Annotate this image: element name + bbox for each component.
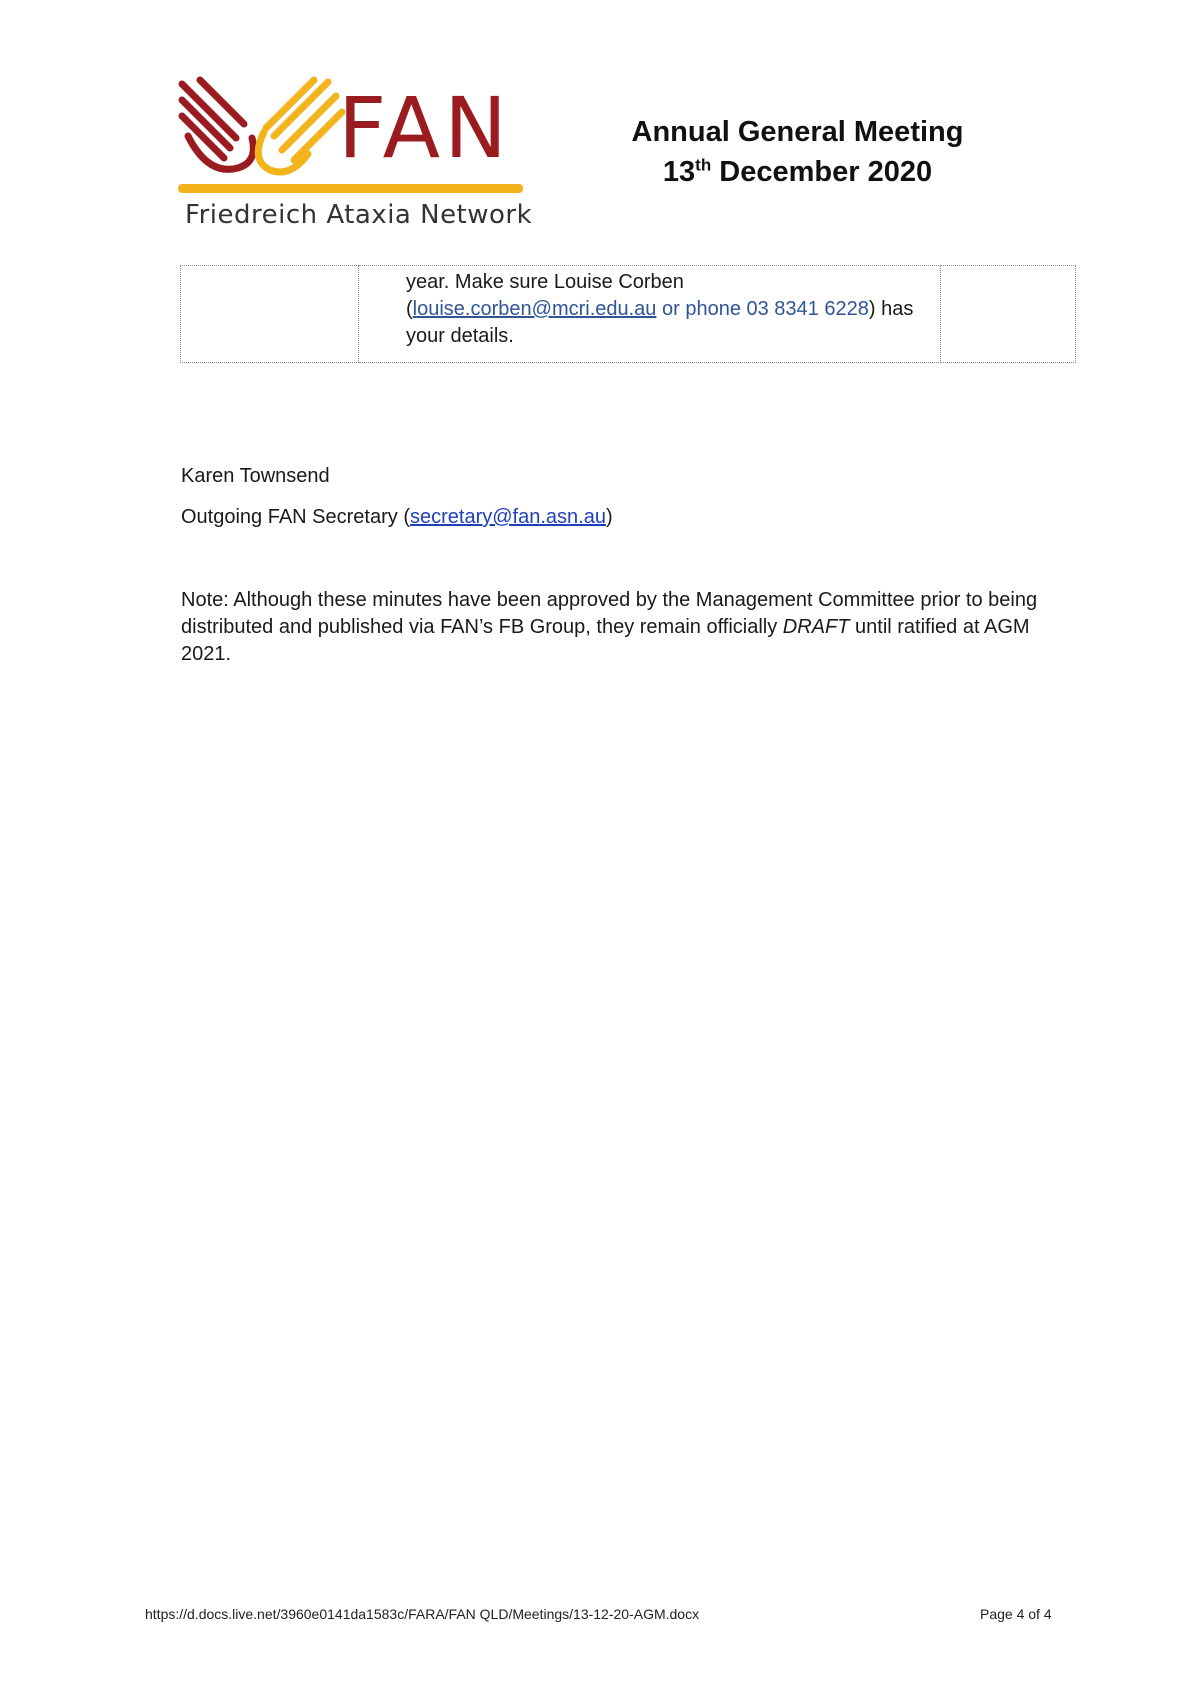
open-paren: ( [406, 298, 413, 320]
title-line-1: Annual General Meeting [631, 116, 964, 148]
title-day-suffix: th [695, 155, 712, 175]
role-suffix: ) [605, 506, 613, 528]
table-cell-details [359, 266, 941, 363]
logo-underline [178, 184, 523, 193]
secretary-email-link[interactable]: secretary@fan.asn.au [409, 506, 606, 528]
details-line-2 [406, 296, 920, 323]
table-cell-action [941, 266, 1076, 363]
footer-page-number: Page 4 of 4 [980, 1606, 1052, 1622]
details-line-1: year. Make sure Louise Corben [406, 271, 684, 293]
signature-name: Karen Townsend [181, 465, 330, 487]
minutes-table-fragment [180, 265, 1076, 363]
title-month-year: December 2020 [719, 156, 933, 188]
note-part-2: until ratified at AGM 2021. [181, 616, 1030, 665]
logo-subtitle: Friedreich Ataxia Network [185, 200, 533, 230]
signature-role [181, 504, 613, 531]
note-draft-word: DRAFT [782, 616, 850, 638]
role-prefix: Outgoing FAN Secretary ( [181, 506, 410, 528]
details-line-3: your details. [406, 325, 514, 347]
close-text: ) has [868, 298, 914, 320]
louise-email-link[interactable]: louise.corben@mcri.edu.au [412, 298, 657, 320]
table-cell-item [181, 266, 359, 363]
title-line-2 [600, 152, 995, 192]
note-part-1: Note: Although these minutes have been approved by the Management Committee prior to being distributed and published via FAN’s FB Group, they remain officially [181, 589, 1038, 638]
hands-icon [178, 76, 348, 186]
footer-file-path: https://d.docs.live.net/3960e0141da1583c/FARA/FAN QLD/Meetings/13-12-20-AGM.docx [145, 1606, 700, 1622]
title-day: 13 [662, 156, 696, 188]
draft-note [181, 587, 1061, 668]
logo-wordmark: FAN [338, 79, 511, 177]
phone-text: or phone 03 8341 6228 [656, 298, 869, 320]
table-row [181, 266, 1076, 363]
document-title [600, 112, 995, 192]
fan-logo [178, 76, 538, 236]
